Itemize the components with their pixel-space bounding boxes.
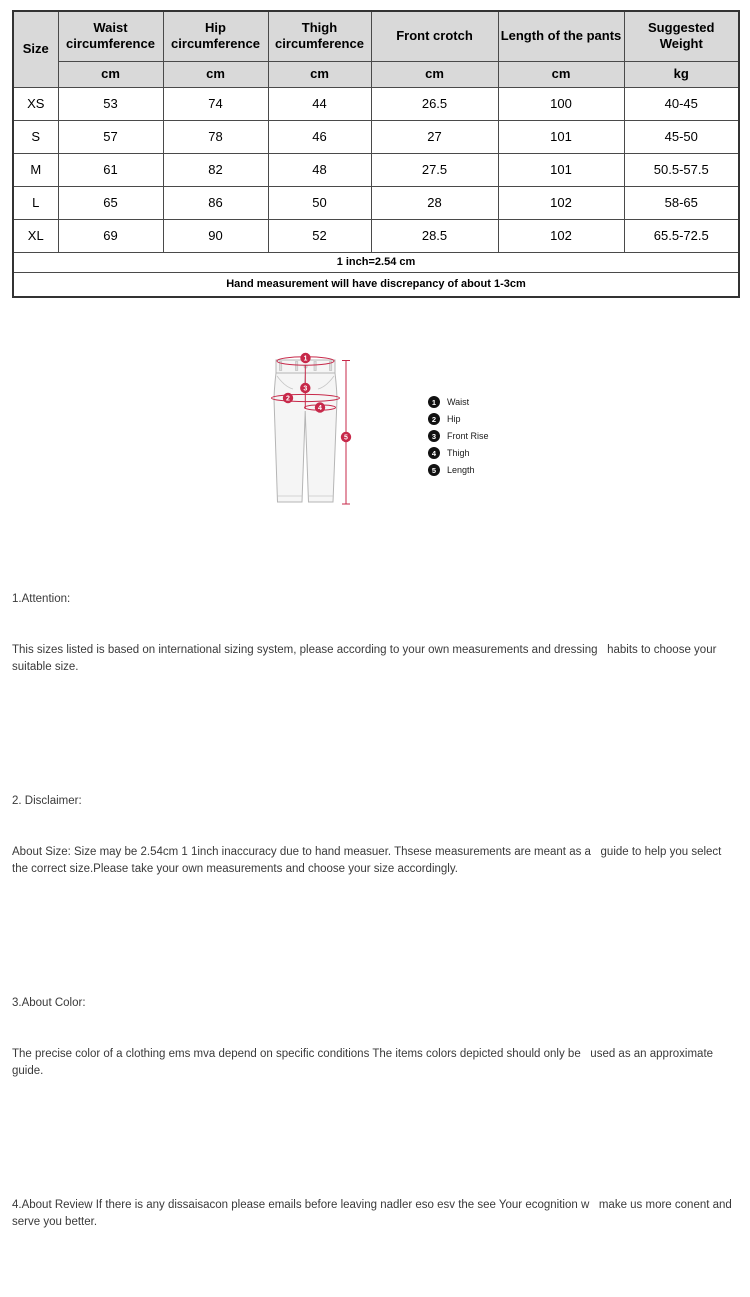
unit-cell: kg — [624, 61, 739, 87]
legend-4-label: Thigh — [447, 448, 470, 458]
note-attention-text: This sizes listed is based on international sizing system, please according to your own measurements and dressing habits to choose your suitable size. — [12, 644, 720, 673]
legend-2-badge: 2 — [428, 413, 440, 425]
value-cell: 65.5-72.5 — [624, 219, 739, 252]
marker-4-number: 4 — [318, 405, 322, 412]
table-row-xs — [13, 87, 739, 120]
note-disclaimer — [12, 759, 740, 912]
footnote-row — [13, 272, 739, 297]
value-cell: 52 — [268, 219, 371, 252]
legend-5-badge: 5 — [428, 464, 440, 476]
legend-item-hip — [428, 413, 489, 425]
value-cell: 28 — [371, 186, 498, 219]
footnote-inch-conversion: 1 inch=2.54 cm — [13, 252, 739, 272]
size-cell: XL — [13, 219, 58, 252]
legend-item-thigh — [428, 447, 489, 459]
value-cell: 82 — [163, 153, 268, 186]
value-cell: 90 — [163, 219, 268, 252]
header-cell-weight: Suggested Weight — [624, 11, 739, 61]
marker-2-number: 2 — [286, 395, 290, 403]
value-cell: 101 — [498, 153, 624, 186]
legend-item-length — [428, 464, 489, 476]
header-cell-front-crotch: Front crotch — [371, 11, 498, 61]
value-cell: 45-50 — [624, 120, 739, 153]
unit-cell: cm — [498, 61, 624, 87]
pants-illustration — [268, 345, 388, 515]
note-about-color-text: The precise color of a clothing ems mva depend on specific conditions The items colors depicted should only be used as an approximate guide. — [12, 1048, 717, 1077]
value-cell: 74 — [163, 87, 268, 120]
note-about-review-text: 4.About Review If there is any dissaisacon please emails before leaving nadler eso esv the see Your ecognition w make us more conent and serve you better. — [12, 1199, 736, 1228]
note-about-color-title: 3.About Color: — [12, 997, 86, 1009]
note-disclaimer-title: 2. Disclaimer: — [12, 795, 82, 807]
size-chart-table — [12, 10, 740, 298]
value-cell: 40-45 — [624, 87, 739, 120]
legend-4-badge: 4 — [428, 447, 440, 459]
header-cell-size: Size — [13, 11, 58, 87]
note-disclaimer-text: About Size: Size may be 2.54cm 1 1inch inaccuracy due to hand measuer. Thsese measurements are meant as a guide to help you select the correct size.Please take your own measurements and choose your size accordingly. — [12, 846, 725, 875]
table-row-xl — [13, 219, 739, 252]
value-cell: 102 — [498, 186, 624, 219]
value-cell: 57 — [58, 120, 163, 153]
value-cell: 102 — [498, 219, 624, 252]
table-row-m — [13, 153, 739, 186]
value-cell: 50.5-57.5 — [624, 153, 739, 186]
legend-3-badge: 3 — [428, 430, 440, 442]
value-cell: 50 — [268, 186, 371, 219]
footnote-row — [13, 252, 739, 272]
header-cell-thigh: Thigh circumference — [268, 11, 371, 61]
legend-2-label: Hip — [447, 414, 461, 424]
header-row — [13, 11, 739, 61]
diagram-legend — [428, 396, 489, 476]
note-attention-title: 1.Attention: — [12, 593, 71, 605]
value-cell: 26.5 — [371, 87, 498, 120]
notes-section — [12, 523, 740, 1297]
value-cell: 46 — [268, 120, 371, 153]
value-cell: 44 — [268, 87, 371, 120]
legend-item-waist — [428, 396, 489, 408]
value-cell: 28.5 — [371, 219, 498, 252]
header-cell-hip: Hip circumference — [163, 11, 268, 61]
marker-1-number: 1 — [303, 355, 308, 363]
measurement-diagram — [0, 345, 750, 523]
header-cell-waist: Waist circumference — [58, 11, 163, 61]
size-cell: L — [13, 186, 58, 219]
unit-cell: cm — [268, 61, 371, 87]
value-cell: 53 — [58, 87, 163, 120]
value-cell: 61 — [58, 153, 163, 186]
size-chart-header — [13, 11, 739, 87]
legend-1-label: Waist — [447, 397, 470, 407]
unit-cell: cm — [163, 61, 268, 87]
marker-3-number: 3 — [303, 385, 308, 393]
legend-1-badge: 1 — [428, 396, 440, 408]
value-cell: 48 — [268, 153, 371, 186]
value-cell: 65 — [58, 186, 163, 219]
legend-item-front-rise — [428, 430, 489, 442]
value-cell: 86 — [163, 186, 268, 219]
note-attention — [12, 557, 740, 710]
value-cell: 69 — [58, 219, 163, 252]
value-cell: 101 — [498, 120, 624, 153]
header-cell-length: Length of the pants — [498, 11, 624, 61]
value-cell: 27.5 — [371, 153, 498, 186]
value-cell: 100 — [498, 87, 624, 120]
marker-5-number: 5 — [344, 434, 348, 442]
size-cell: XS — [13, 87, 58, 120]
table-row-s — [13, 120, 739, 153]
unit-cell: cm — [371, 61, 498, 87]
legend-3-label: Front Rise — [447, 431, 489, 441]
footnote-hand-measurement: Hand measurement will have discrepancy of about 1-3cm — [13, 272, 739, 297]
note-about-review — [12, 1163, 740, 1265]
value-cell: 27 — [371, 120, 498, 153]
value-cell: 58-65 — [624, 186, 739, 219]
size-cell: S — [13, 120, 58, 153]
value-cell: 78 — [163, 120, 268, 153]
size-cell: M — [13, 153, 58, 186]
unit-cell: cm — [58, 61, 163, 87]
note-about-color — [12, 961, 740, 1114]
units-row — [13, 61, 739, 87]
table-row-l — [13, 186, 739, 219]
legend-5-label: Length — [447, 465, 475, 475]
